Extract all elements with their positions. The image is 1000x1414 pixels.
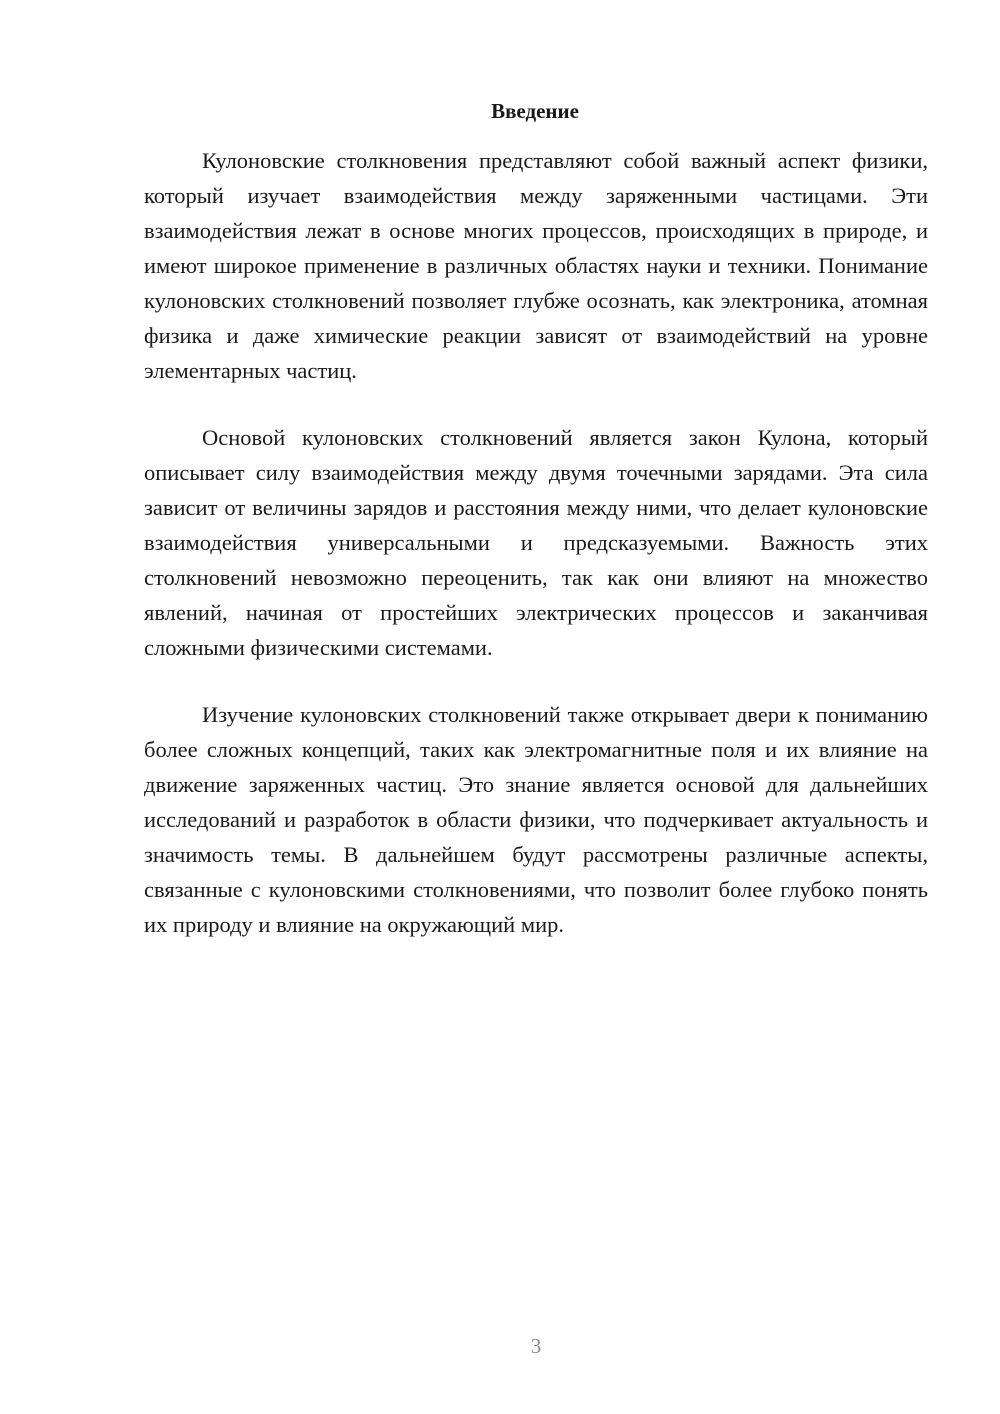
paragraph-3: Изучение кулоновских столкновений также открывает двери к пониманию более сложных концепций, таких как электромагнитные поля и их влияние на движение заряженных частиц. Это знание является основой для дальнейших исследований и разработок в области физики, что подчеркивает актуальность и значимость темы. В дальнейшем будут рассмотрены различные аспекты, связанные с кулоновскими столкновениями, что позволит более глубоко понять их природу и влияние на окружающий мир. (144, 702, 928, 937)
section-heading: Введение (491, 99, 579, 123)
paragraph-2: Основой кулоновских столкновений является закон Кулона, который описывает силу взаимодействия между двумя точечными зарядами. Эта сила зависит от величины зарядов и расстояния между ними, что делает кулоновские взаимодействия универсальными и предсказуемыми. Важность этих столкновений невозможно переоценить, так как они влияют на множество явлений, начиная от простейших электрических процессов и заканчивая сложными физическими системами. (144, 425, 928, 660)
body-text (144, 143, 928, 974)
paragraph-1: Кулоновские столкновения представляют собой важный аспект физики, который изучает взаимодействия между заряженными частицами. Эти взаимодействия лежат в основе многих процессов, происходящих в природе, и имеют широкое применение в различных областях науки и техники. Понимание кулоновских столкновений позволяет глубже осознать, как электроника, атомная физика и даже химические реакции зависят от взаимодействий на уровне элементарных частиц. (144, 148, 928, 383)
page-number: 3 (530, 1334, 542, 1358)
